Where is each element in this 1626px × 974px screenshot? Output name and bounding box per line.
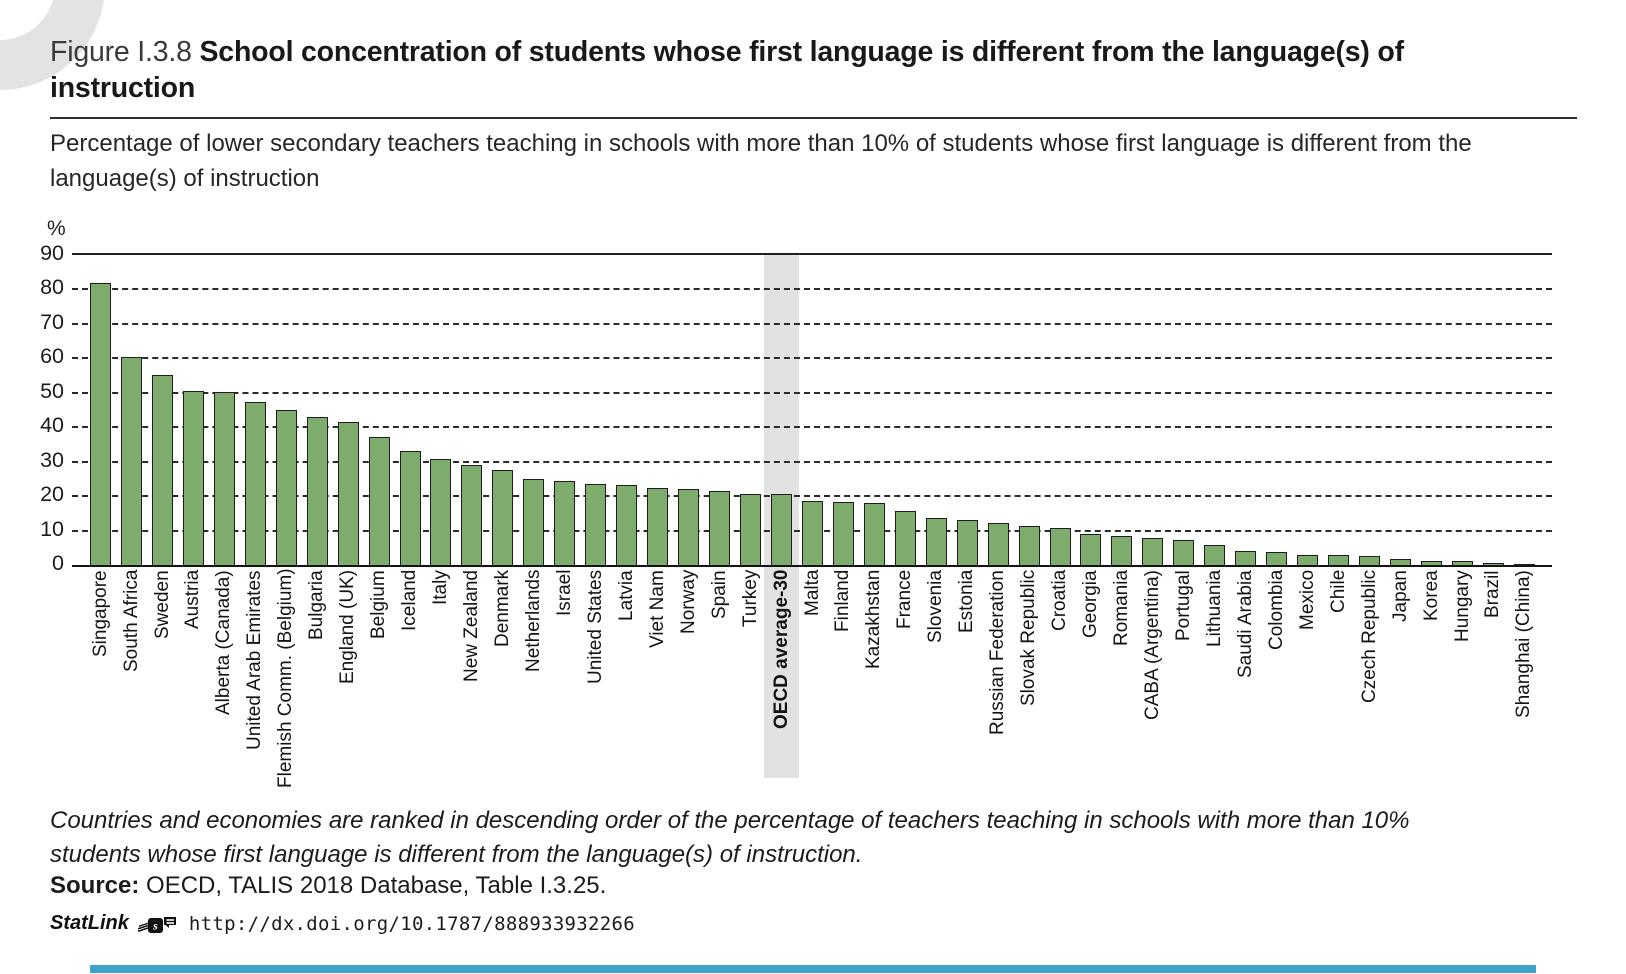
x-label-Slovenia: Slovenia — [925, 570, 947, 643]
bar-slot — [1137, 255, 1168, 565]
x-label-Kazakhstan: Kazakhstan — [863, 570, 885, 670]
y-tick-label: 30 — [40, 447, 64, 472]
bar-slot — [116, 255, 147, 565]
bar-Saudi Arabia — [1235, 551, 1256, 565]
bar-New Zealand — [461, 465, 482, 565]
x-label-slot — [456, 570, 487, 788]
bar-Denmark — [492, 470, 513, 565]
x-label-Hungary: Hungary — [1451, 570, 1473, 642]
x-label-slot — [116, 570, 147, 788]
bar-Belgium — [369, 437, 390, 565]
x-label-Denmark: Denmark — [491, 570, 513, 648]
x-label-Flemish Comm. (Belgium): Flemish Comm. (Belgium) — [275, 568, 297, 788]
x-label-CABA (Argentina): CABA (Argentina) — [1142, 570, 1163, 720]
bar-Korea — [1421, 561, 1442, 565]
bar-CABA (Argentina) — [1142, 538, 1163, 565]
bar-Netherlands — [523, 479, 544, 565]
x-label-Russian Federation: Russian Federation — [987, 570, 1009, 735]
x-label-Korea: Korea — [1420, 570, 1442, 621]
x-label-slot — [240, 570, 271, 788]
bar-chart — [0, 215, 1626, 795]
x-label-Czech Republic: Czech Republic — [1358, 570, 1380, 704]
bar-slot — [735, 255, 766, 565]
y-tick-label: 80 — [40, 275, 64, 300]
bar-Iceland — [400, 451, 421, 565]
y-tick-label: 20 — [40, 482, 64, 507]
footer-accent-bar — [90, 965, 1536, 973]
x-label-Alberta (Canada): Alberta (Canada) — [213, 570, 235, 715]
x-label-Austria: Austria — [182, 570, 204, 630]
x-label-slot — [549, 570, 580, 788]
x-label-Viet Nam: Viet Nam — [646, 570, 668, 648]
y-tick-label: 70 — [40, 309, 64, 334]
bar-slot — [1261, 255, 1292, 565]
bar-Slovak Republic — [1019, 526, 1040, 565]
ranking-note: Countries and economies are ranked in descending order of the percentage of teachers teaching in schools with more than 10% students whose first language is different from the language(s) of instruction. — [50, 807, 1410, 868]
bar-Kazakhstan — [864, 503, 885, 565]
x-label-Lithuania: Lithuania — [1203, 570, 1225, 648]
bar-slot — [766, 255, 797, 565]
x-label-slot — [333, 570, 364, 788]
x-label-Japan: Japan — [1389, 570, 1411, 622]
bar-slot — [364, 255, 395, 565]
bar-Lithuania — [1204, 545, 1225, 565]
bar-United States — [585, 484, 606, 565]
bar-Alberta (Canada) — [214, 392, 235, 565]
x-label-Chile: Chile — [1327, 570, 1349, 614]
x-label-slot — [983, 570, 1014, 788]
x-label-slot — [487, 570, 518, 788]
bar-slot — [1447, 255, 1478, 565]
x-label-slot — [673, 570, 704, 788]
x-label-Israel: Israel — [553, 570, 575, 617]
source-text: OECD, TALIS 2018 Database, Table I.3.25. — [146, 872, 607, 899]
bar-slot — [921, 255, 952, 565]
bar-slot — [395, 255, 426, 565]
x-label-Spain: Spain — [708, 570, 730, 619]
x-label-New Zealand: New Zealand — [461, 570, 483, 682]
x-label-Slovak Republic: Slovak Republic — [1018, 570, 1040, 707]
bar-Chile — [1328, 555, 1349, 565]
x-label-slot — [766, 570, 797, 788]
bar-Colombia — [1266, 552, 1287, 565]
bar-Croatia — [1050, 528, 1071, 565]
bar-slot — [333, 255, 364, 565]
x-label-Finland: Finland — [832, 570, 854, 633]
x-label-slot — [147, 570, 178, 788]
x-label-slot — [797, 570, 828, 788]
bar-slot — [580, 255, 611, 565]
y-tick-label: 0 — [52, 551, 64, 575]
x-label-Malta: Malta — [801, 570, 823, 617]
x-label-slot — [642, 570, 673, 788]
bar-slot — [518, 255, 549, 565]
bar-slot — [1199, 255, 1230, 565]
figure-subtitle: Percentage of lower secondary teachers teaching in schools with more than 10% of students whose first language is different from the language(s) of instruction — [50, 130, 1472, 192]
x-label-slot — [1199, 570, 1230, 788]
x-label-slot — [952, 570, 983, 788]
bar-slot — [178, 255, 209, 565]
x-label-Portugal: Portugal — [1172, 570, 1194, 641]
bar-slot — [1416, 255, 1447, 565]
bar-Israel — [554, 481, 575, 565]
x-label-slot — [1323, 570, 1354, 788]
bar-Viet Nam — [647, 488, 668, 565]
bar-slot — [271, 255, 302, 565]
y-tick-label: 90 — [40, 241, 64, 265]
x-label-Norway: Norway — [677, 570, 699, 635]
svg-text:s: s — [153, 918, 158, 932]
bar-slot — [611, 255, 642, 565]
x-label-England (UK): England (UK) — [337, 570, 359, 685]
x-label-slot — [735, 570, 766, 788]
bar-slot — [1478, 255, 1509, 565]
bar-slot — [890, 255, 921, 565]
x-label-Italy: Italy — [430, 570, 452, 605]
bar-slot — [1045, 255, 1076, 565]
bar-United Arab Emirates — [245, 402, 266, 565]
x-label-slot — [1106, 570, 1137, 788]
bar-slot — [642, 255, 673, 565]
bar-slot — [859, 255, 890, 565]
x-label-slot — [178, 570, 209, 788]
x-label-slot — [1014, 570, 1045, 788]
figure-label: Figure I.3.8 — [50, 36, 192, 68]
x-label-slot — [364, 570, 395, 788]
source-line — [50, 872, 606, 900]
plot-area — [72, 253, 1552, 567]
x-label-France: France — [894, 570, 916, 630]
x-label-slot — [425, 570, 456, 788]
x-label-Bulgaria: Bulgaria — [306, 570, 328, 640]
x-label-slot — [1354, 570, 1385, 788]
x-label-Netherlands: Netherlands — [522, 570, 544, 673]
x-label-slot — [1385, 570, 1416, 788]
x-label-slot — [890, 570, 921, 788]
x-label-Iceland: Iceland — [399, 570, 421, 632]
bar-slot — [1014, 255, 1045, 565]
bar-slot — [828, 255, 859, 565]
x-label-slot — [1076, 570, 1107, 788]
statlink-icon — [137, 913, 181, 935]
bar-Latvia — [616, 485, 637, 565]
x-label-slot — [921, 570, 952, 788]
bar-Czech Republic — [1359, 556, 1380, 565]
bar-slot — [425, 255, 456, 565]
statlink-label: StatLink — [50, 912, 129, 934]
bars-row — [85, 255, 1540, 565]
bar-slot — [456, 255, 487, 565]
bar-slot — [1323, 255, 1354, 565]
statlink-url[interactable]: http://dx.doi.org/10.1787/888933932266 — [188, 912, 635, 935]
x-label-slot — [859, 570, 890, 788]
bar-Mexico — [1297, 555, 1318, 565]
x-label-slot — [1416, 570, 1447, 788]
x-label-Estonia: Estonia — [956, 570, 978, 634]
bar-slot — [673, 255, 704, 565]
x-label-slot — [302, 570, 333, 788]
x-label-slot — [271, 570, 302, 788]
x-axis-labels — [85, 570, 1540, 788]
bar-Slovenia — [926, 518, 947, 565]
y-tick-label: 10 — [40, 516, 64, 541]
x-label-slot — [611, 570, 642, 788]
x-label-Sweden: Sweden — [151, 570, 173, 639]
bar-slot — [1292, 255, 1323, 565]
bar-Austria — [183, 391, 204, 565]
x-label-Colombia: Colombia — [1265, 570, 1287, 651]
bar-slot — [952, 255, 983, 565]
bar-Hungary — [1452, 561, 1473, 565]
figure-header — [50, 34, 1520, 106]
x-label-Belgium: Belgium — [368, 570, 390, 639]
bar-slot — [1354, 255, 1385, 565]
y-axis-unit-label: % — [47, 217, 66, 240]
bar-Norway — [678, 489, 699, 565]
x-label-Singapore: Singapore — [89, 570, 111, 657]
bar-Shanghai (China) — [1514, 564, 1535, 565]
bar-slot — [147, 255, 178, 565]
x-label-slot — [1168, 570, 1199, 788]
x-label-slot — [1261, 570, 1292, 788]
bar-Sweden — [152, 375, 173, 565]
bar-slot — [1076, 255, 1107, 565]
bar-slot — [302, 255, 333, 565]
bar-Finland — [833, 502, 854, 565]
x-label-slot — [1045, 570, 1076, 788]
source-label: Source: — [50, 872, 140, 899]
y-tick-label: 60 — [40, 344, 64, 369]
x-label-United States: United States — [584, 570, 606, 685]
title-divider — [50, 117, 1577, 119]
x-label-Croatia: Croatia — [1049, 570, 1071, 632]
bar-Romania — [1111, 536, 1132, 565]
x-label-slot — [1292, 570, 1323, 788]
bar-Flemish Comm. (Belgium) — [276, 410, 297, 565]
bar-slot — [1509, 255, 1540, 565]
bar-slot — [704, 255, 735, 565]
x-label-slot — [580, 570, 611, 788]
x-label-Turkey: Turkey — [739, 570, 761, 628]
bar-slot — [1230, 255, 1261, 565]
bar-slot — [1168, 255, 1199, 565]
x-label-slot — [518, 570, 549, 788]
bar-England (UK) — [338, 422, 359, 565]
bar-slot — [797, 255, 828, 565]
bar-OECD average-30 — [771, 494, 792, 565]
bar-Spain — [709, 491, 730, 565]
bar-Malta — [802, 501, 823, 565]
x-label-Georgia: Georgia — [1080, 570, 1102, 638]
bar-Turkey — [740, 494, 761, 565]
x-label-slot — [1137, 570, 1168, 788]
x-label-slot — [395, 570, 426, 788]
x-label-slot — [828, 570, 859, 788]
y-tick-label: 50 — [40, 378, 64, 403]
bar-Russian Federation — [988, 523, 1009, 565]
x-label-Romania: Romania — [1111, 570, 1133, 647]
statlink-line — [50, 912, 635, 935]
bar-Italy — [430, 459, 451, 565]
x-label-slot — [1447, 570, 1478, 788]
x-label-slot — [85, 570, 116, 788]
bar-slot — [240, 255, 271, 565]
bar-Estonia — [957, 520, 978, 565]
y-tick-label: 40 — [40, 413, 64, 438]
bar-slot — [1106, 255, 1137, 565]
figure-title — [50, 34, 1520, 106]
x-label-Shanghai (China): Shanghai (China) — [1513, 570, 1535, 718]
bar-France — [895, 511, 916, 565]
bar-slot — [983, 255, 1014, 565]
bar-slot — [487, 255, 518, 565]
bar-Portugal — [1173, 540, 1194, 565]
bar-Singapore — [90, 283, 111, 565]
x-label-Brazil: Brazil — [1482, 570, 1504, 618]
x-label-Mexico: Mexico — [1296, 570, 1318, 631]
bar-slot — [209, 255, 240, 565]
x-label-South Africa: South Africa — [120, 570, 142, 673]
bar-Japan — [1390, 559, 1411, 565]
bar-Georgia — [1080, 534, 1101, 565]
bar-slot — [85, 255, 116, 565]
x-label-slot — [1230, 570, 1261, 788]
x-label-Latvia: Latvia — [615, 570, 637, 621]
bar-Bulgaria — [307, 417, 328, 565]
x-label-slot — [1509, 570, 1540, 788]
x-label-OECD average-30: OECD average-30 — [770, 570, 792, 730]
x-label-slot — [209, 570, 240, 788]
figure-title-text: School concentration of students whose first language is different from the language(s) of instruction — [50, 36, 1404, 104]
x-label-slot — [704, 570, 735, 788]
x-label-Saudi Arabia: Saudi Arabia — [1234, 570, 1256, 678]
bar-South Africa — [121, 357, 142, 565]
bar-Brazil — [1483, 563, 1504, 565]
x-label-United Arab Emirates: United Arab Emirates — [244, 570, 266, 750]
x-label-slot — [1478, 570, 1509, 788]
bar-slot — [1385, 255, 1416, 565]
bar-slot — [549, 255, 580, 565]
